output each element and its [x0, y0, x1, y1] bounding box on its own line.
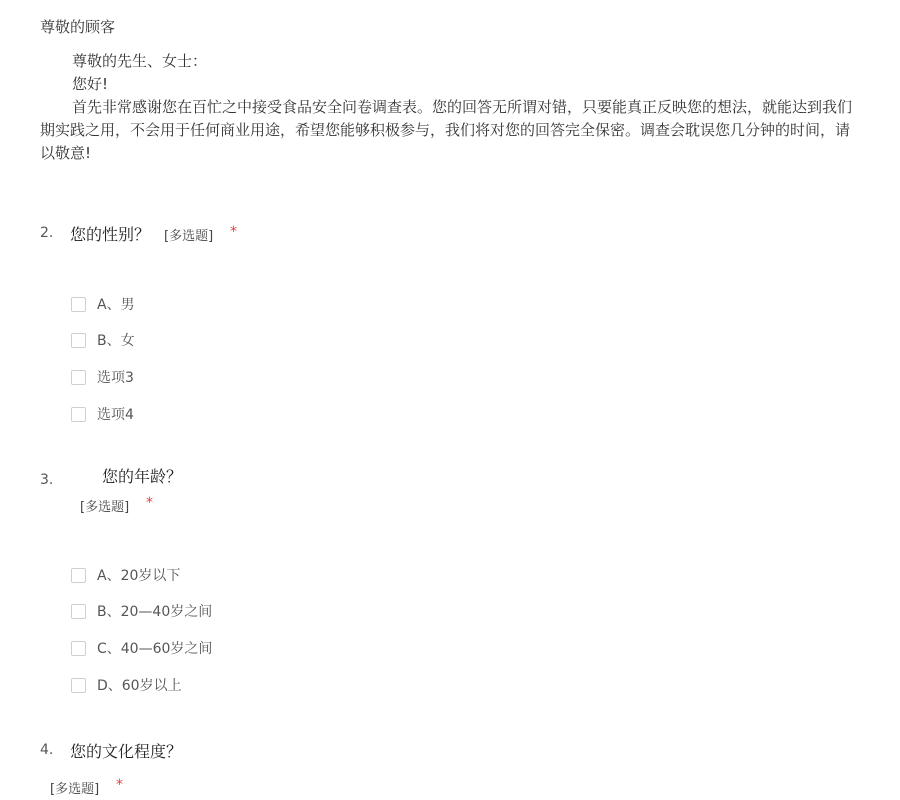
required-asterisk: * [116, 777, 123, 793]
option-3[interactable] [71, 367, 134, 387]
option-label: B、女 [97, 333, 135, 349]
option-female[interactable] [71, 330, 135, 350]
option-label: 选项4 [97, 407, 134, 423]
intro-greeting: 您好! [72, 75, 109, 93]
required-asterisk: * [146, 495, 153, 511]
option-label: C、40—60岁之间 [97, 641, 213, 657]
intro-salutation: 尊敬的先生、女士： [72, 52, 208, 70]
question-type-tag: [多选题] [50, 782, 100, 797]
option-20-40[interactable] [71, 601, 212, 621]
option-label: D、60岁以上 [97, 678, 182, 694]
required-asterisk: * [230, 224, 237, 240]
question-text: 您的年龄？ [102, 467, 183, 486]
checkbox[interactable] [71, 297, 86, 312]
intro-body-line-2: 期实践之用，不会用于任何商业用途，希望您能够积极参与，我们将对您的回答完全保密。调查会耽误您几分钟的时间，请 [40, 121, 851, 139]
intro-body-line-1: 首先非常感谢您在百忙之中接受食品安全问卷调查表。您的回答无所谓对错，只要能真正反映您的想法，就能达到我们 [72, 98, 853, 116]
question-type-tag: [多选题] [80, 500, 130, 515]
option-label: A、20岁以下 [97, 568, 181, 584]
question-type-tag: [多选题] [164, 229, 214, 244]
option-label: 选项3 [97, 370, 134, 386]
checkbox[interactable] [71, 678, 86, 693]
survey-intro [40, 50, 900, 165]
option-over-60[interactable] [71, 675, 182, 695]
question-text: 您的性别？ [70, 225, 151, 244]
option-label: B、20—40岁之间 [97, 604, 213, 620]
intro-body-line-3: 以敬意! [40, 144, 92, 162]
checkbox[interactable] [71, 641, 86, 656]
option-label: A、男 [97, 297, 135, 313]
checkbox[interactable] [71, 604, 86, 619]
question-number: 2. [40, 225, 54, 241]
question-text: 您的文化程度？ [70, 742, 183, 761]
checkbox[interactable] [71, 407, 86, 422]
option-under-20[interactable] [71, 565, 180, 585]
option-male[interactable] [71, 294, 135, 314]
question-number: 4. [40, 742, 54, 758]
option-40-60[interactable] [71, 638, 212, 658]
option-4[interactable] [71, 404, 134, 424]
checkbox[interactable] [71, 370, 86, 385]
checkbox[interactable] [71, 333, 86, 348]
question-number: 3. [40, 472, 54, 488]
survey-title: 尊敬的顾客 [40, 18, 116, 36]
checkbox[interactable] [71, 568, 86, 583]
